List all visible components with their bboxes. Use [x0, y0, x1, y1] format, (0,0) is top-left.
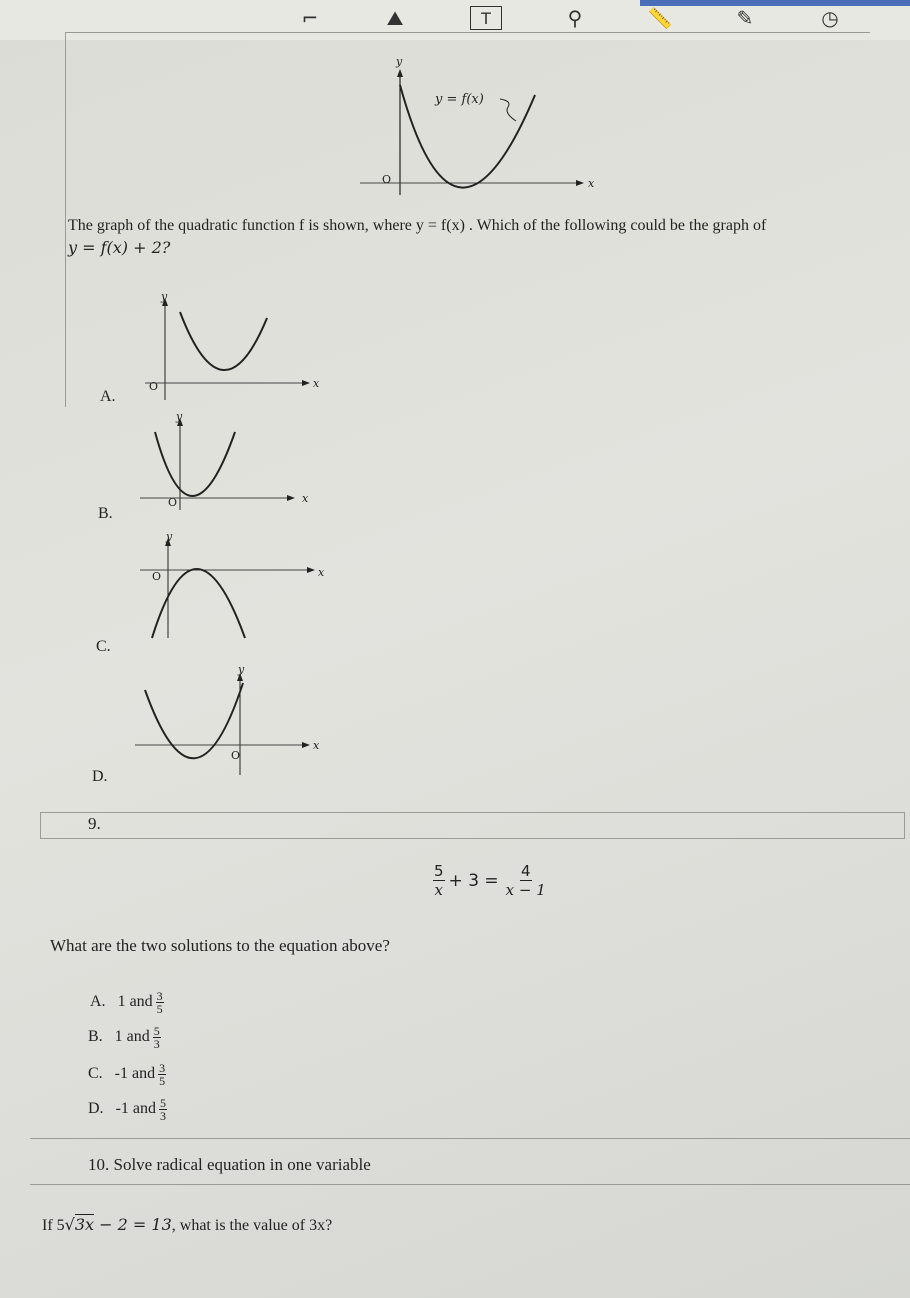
highlighter-icon[interactable]: ✎: [736, 6, 754, 30]
q9-header-left: [40, 812, 41, 838]
q8-option-d[interactable]: D.: [92, 768, 108, 785]
text-tool-icon[interactable]: T: [470, 6, 502, 30]
ruler-icon[interactable]: 📏: [647, 6, 673, 30]
main-graph-origin: O: [382, 173, 392, 186]
q8-option-c[interactable]: C.: [96, 638, 111, 655]
q9-option-b[interactable]: B. 1 and $\frac{5}{3}$: [88, 1024, 160, 1051]
q9-option-d[interactable]: D. -1 and $\frac{5}{3}$: [88, 1096, 166, 1123]
q8-option-a[interactable]: A.: [100, 388, 116, 405]
crop-icon[interactable]: ⌐: [301, 6, 319, 30]
divider-q9-q10: [30, 1138, 910, 1139]
q8-prompt-line1: The graph of the quadratic function f is shown, where y = f(x) . Which of the following could be the graph of: [68, 217, 767, 234]
q9-equation: $\frac{5}{x}$ + 3 = $\frac{4}{x - 1}$: [434, 862, 546, 899]
q9-option-a[interactable]: A. 1 and $\frac{3}{5}$: [90, 989, 163, 1016]
q9-number: 9.: [88, 814, 101, 833]
svg-text:x: x: [318, 566, 325, 579]
panel-left-border: [65, 32, 66, 407]
q9-header-right: [904, 812, 905, 838]
image-icon[interactable]: ⛰: [386, 6, 404, 30]
q8-option-c-graph[interactable]: [140, 530, 340, 650]
svg-text:y: y: [161, 290, 168, 303]
zoom-icon[interactable]: ⚲: [567, 6, 583, 30]
q10-question: If 5√3x − 2 = 13, what is the value of 3x?: [42, 1215, 333, 1234]
divider-q8-q9: [40, 812, 905, 813]
svg-text:x: x: [313, 377, 320, 390]
q8-option-b-graph[interactable]: [140, 410, 320, 520]
q9-option-c[interactable]: C. -1 and $\frac{3}{5}$: [88, 1061, 166, 1088]
q9-question: What are the two solutions to the equation above?: [50, 936, 390, 955]
svg-text:x: x: [313, 739, 320, 752]
svg-text:x: x: [302, 492, 309, 505]
divider-q10-header: [30, 1184, 910, 1185]
clock-icon[interactable]: ◷: [821, 6, 839, 30]
q8-option-b[interactable]: B.: [98, 505, 113, 522]
panel-top-border: [65, 32, 870, 33]
main-graph: [360, 55, 610, 205]
q8-option-a-graph[interactable]: [145, 290, 325, 410]
toolbar: [0, 0, 910, 40]
svg-text:O: O: [168, 496, 178, 509]
svg-text:y: y: [176, 410, 183, 423]
q10-header: 10. Solve radical equation in one variable: [88, 1155, 371, 1174]
window-accent-bar: [640, 0, 910, 6]
svg-text:O: O: [152, 570, 162, 583]
main-graph-y-label: y: [396, 55, 403, 68]
main-graph-x-label: x: [588, 177, 595, 190]
divider-q9-header: [40, 838, 905, 839]
q8-prompt-line2: y = f(x) + 2?: [68, 238, 171, 257]
svg-text:O: O: [149, 380, 159, 393]
svg-text:O: O: [231, 749, 241, 762]
svg-text:y: y: [166, 530, 173, 543]
svg-text:y: y: [238, 663, 245, 676]
main-graph-function-label: y = f(x): [435, 92, 484, 107]
q8-option-d-graph[interactable]: [135, 665, 335, 785]
